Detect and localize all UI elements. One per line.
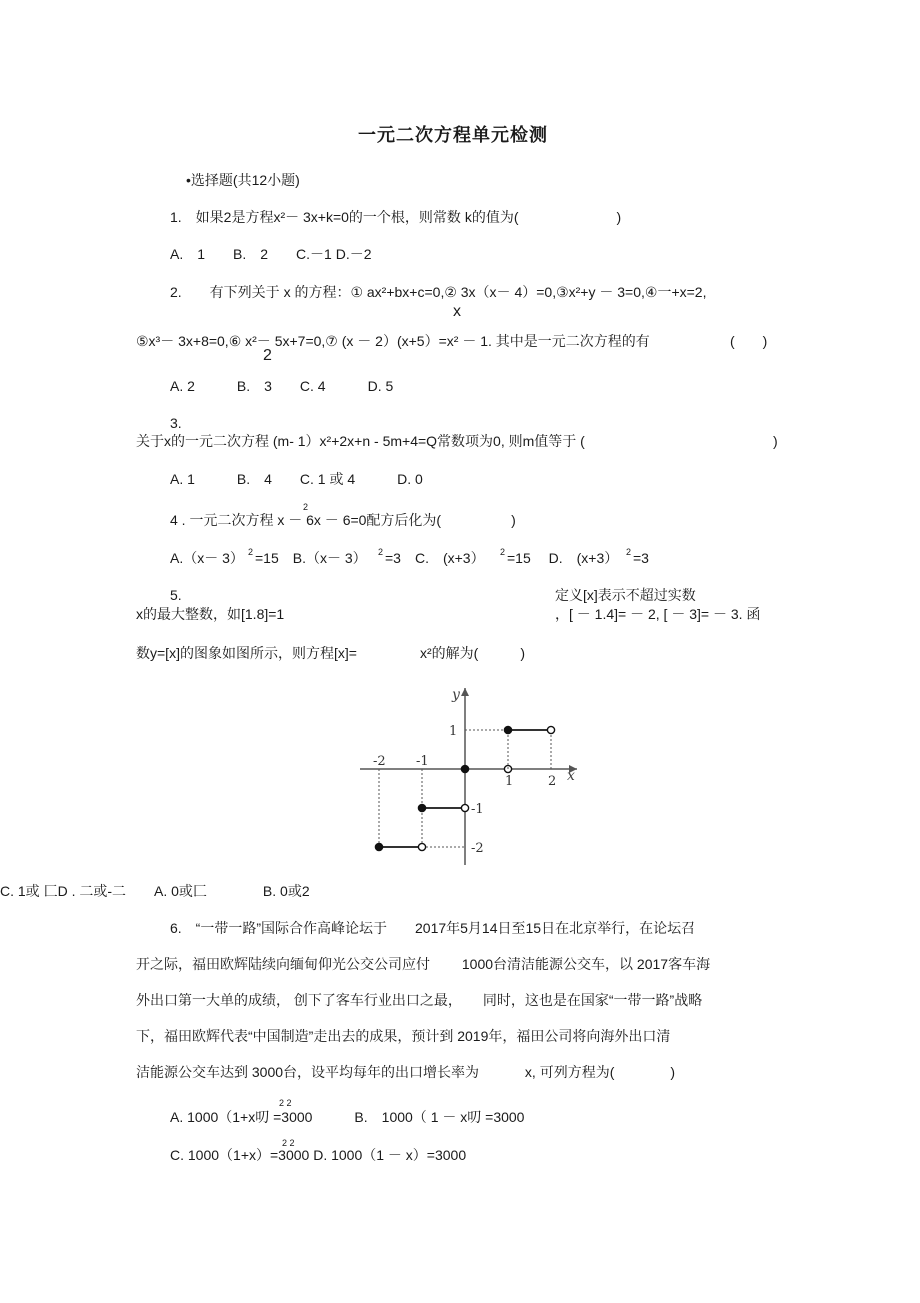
q4-option-b-rest: =3 C. (x+3）	[385, 550, 485, 566]
q4-option-c-exponent: 2	[500, 547, 506, 557]
q6-line4: 下，福田欧辉代表“中国制造”走出去的成果，预计到 2019年，福田公司将向海外出口清	[136, 1028, 671, 1044]
q3-number: 3.	[170, 415, 182, 431]
closed-endpoint	[504, 726, 511, 733]
x-axis-label: x	[567, 768, 575, 784]
q3-stem: 关于x的一元二次方程 (m- 1）x²+2x+n - 5m+4=Q常数项为0, 则m值等于 (	[136, 433, 585, 449]
q1-stem: 1. 如果2是方程x²－ 3x+k=0的一个根，则常数 k的值为( )	[170, 209, 622, 225]
y-tick-label: -2	[471, 841, 484, 856]
page-title: 一元二次方程单元检测	[358, 125, 548, 145]
q4-exponent: 2	[303, 502, 309, 512]
q5-line2-left: 数y=[x]的图象如图所示，则方程[x]=	[136, 645, 357, 661]
x-tick-label: 2	[548, 774, 557, 789]
q2-options: A. 2 B. 3 C. 4 D. 5	[170, 378, 394, 394]
y-axis-arrow	[461, 688, 469, 696]
q2-fraction-denominator-x: x	[453, 303, 461, 320]
q4-stem: 4 . 一元二次方程 x － 6x － 6=0配方后化为( )	[170, 512, 516, 528]
q1-options: A. 1 B. 2 C.－1 D.－2	[170, 246, 372, 262]
q6-line1: 6. “一带一路”国际合作高峰论坛于 2017年5月14日至15日在北京举行，在论坛召	[170, 920, 696, 936]
q4-option-c-rest: =15 D. (x+3）	[507, 550, 619, 566]
y-axis-label: y	[452, 687, 460, 703]
q6-line3: 外出口第一大单的成绩， 创下了客车行业出口之最， 同时，这也是在国家“一带一路”战略	[136, 992, 703, 1008]
open-endpoint	[547, 726, 554, 733]
closed-endpoint	[461, 765, 468, 772]
open-endpoint	[461, 804, 468, 811]
q2-answer-paren: ( )	[730, 333, 768, 349]
q5-line2-right: x²的解为( )	[420, 645, 525, 661]
q6-options-cd: C. 1000（1+x）=3000 D. 1000（1 － x）=3000	[170, 1147, 467, 1163]
q6-line2: 开之际，福田欧辉陆续向缅甸仰光公交公司应付 1000台清洁能源公交车，以 2017客车海	[136, 956, 711, 972]
q4-option-a-rest: =15 B.（x－ 3）	[255, 550, 367, 566]
open-endpoint	[418, 843, 425, 850]
q2-stem: 2. 有下列关于 x 的方程：① ax²+bx+c=0,② 3x（x－ 4）=0,③x²+y － 3=0,④一+x=2,	[170, 284, 707, 300]
q4-option-a-exponent: 2	[248, 547, 254, 557]
q6-exponent-2: 2 2	[282, 1138, 295, 1148]
q4-option-b-exponent: 2	[378, 547, 384, 557]
y-tick-label: 1	[449, 724, 458, 739]
x-tick-label: 1	[505, 774, 514, 789]
closed-endpoint	[418, 804, 425, 811]
q6-line5: 洁能源公交车达到 3000台，设平均每年的出口增长率为 x, 可列方程为( )	[136, 1064, 676, 1080]
q6-options-ab: A. 1000（1+x叨 =3000 B. 1000（ 1 － x叨 =3000	[170, 1109, 525, 1125]
q4-option-d-rest: =3	[633, 550, 649, 566]
q5-number: 5.	[170, 587, 182, 603]
step-function-graph	[355, 680, 585, 870]
q3-answer-paren: )	[773, 433, 778, 449]
q4-option-d-exponent: 2	[626, 547, 632, 557]
q5-line1-right: ，[ － 1.4]= － 2, [ － 3]= － 3. 函	[555, 606, 761, 622]
y-tick-label: -1	[471, 802, 484, 817]
q2-line2: ⑤x³－ 3x+8=0,⑥ x²－ 5x+7=0,⑦ (x － 2）(x+5）=x² － 1. 其中是一元二次方程的有	[136, 333, 650, 349]
q3-options: A. 1 B. 4 C. 1 或 4 D. 0	[170, 471, 423, 487]
q5-definition: 定义[x]表示不超过实数	[555, 587, 696, 603]
q5-options: C. 1或 匚D . 二或-二 A. 0或匚 B. 0或2	[0, 883, 310, 899]
q6-exponent-1: 2 2	[279, 1098, 292, 1108]
section-heading: •选择题(共12小题)	[186, 172, 300, 188]
q5-line1-left: x的最大整数，如[1.8]=1	[136, 606, 285, 622]
x-tick-label: -1	[416, 754, 429, 769]
x-tick-label: -2	[373, 754, 386, 769]
closed-endpoint	[375, 843, 382, 850]
q2-fraction-denominator-2: 2	[263, 347, 272, 364]
q4-option-a: A.（x－ 3）	[170, 550, 244, 566]
